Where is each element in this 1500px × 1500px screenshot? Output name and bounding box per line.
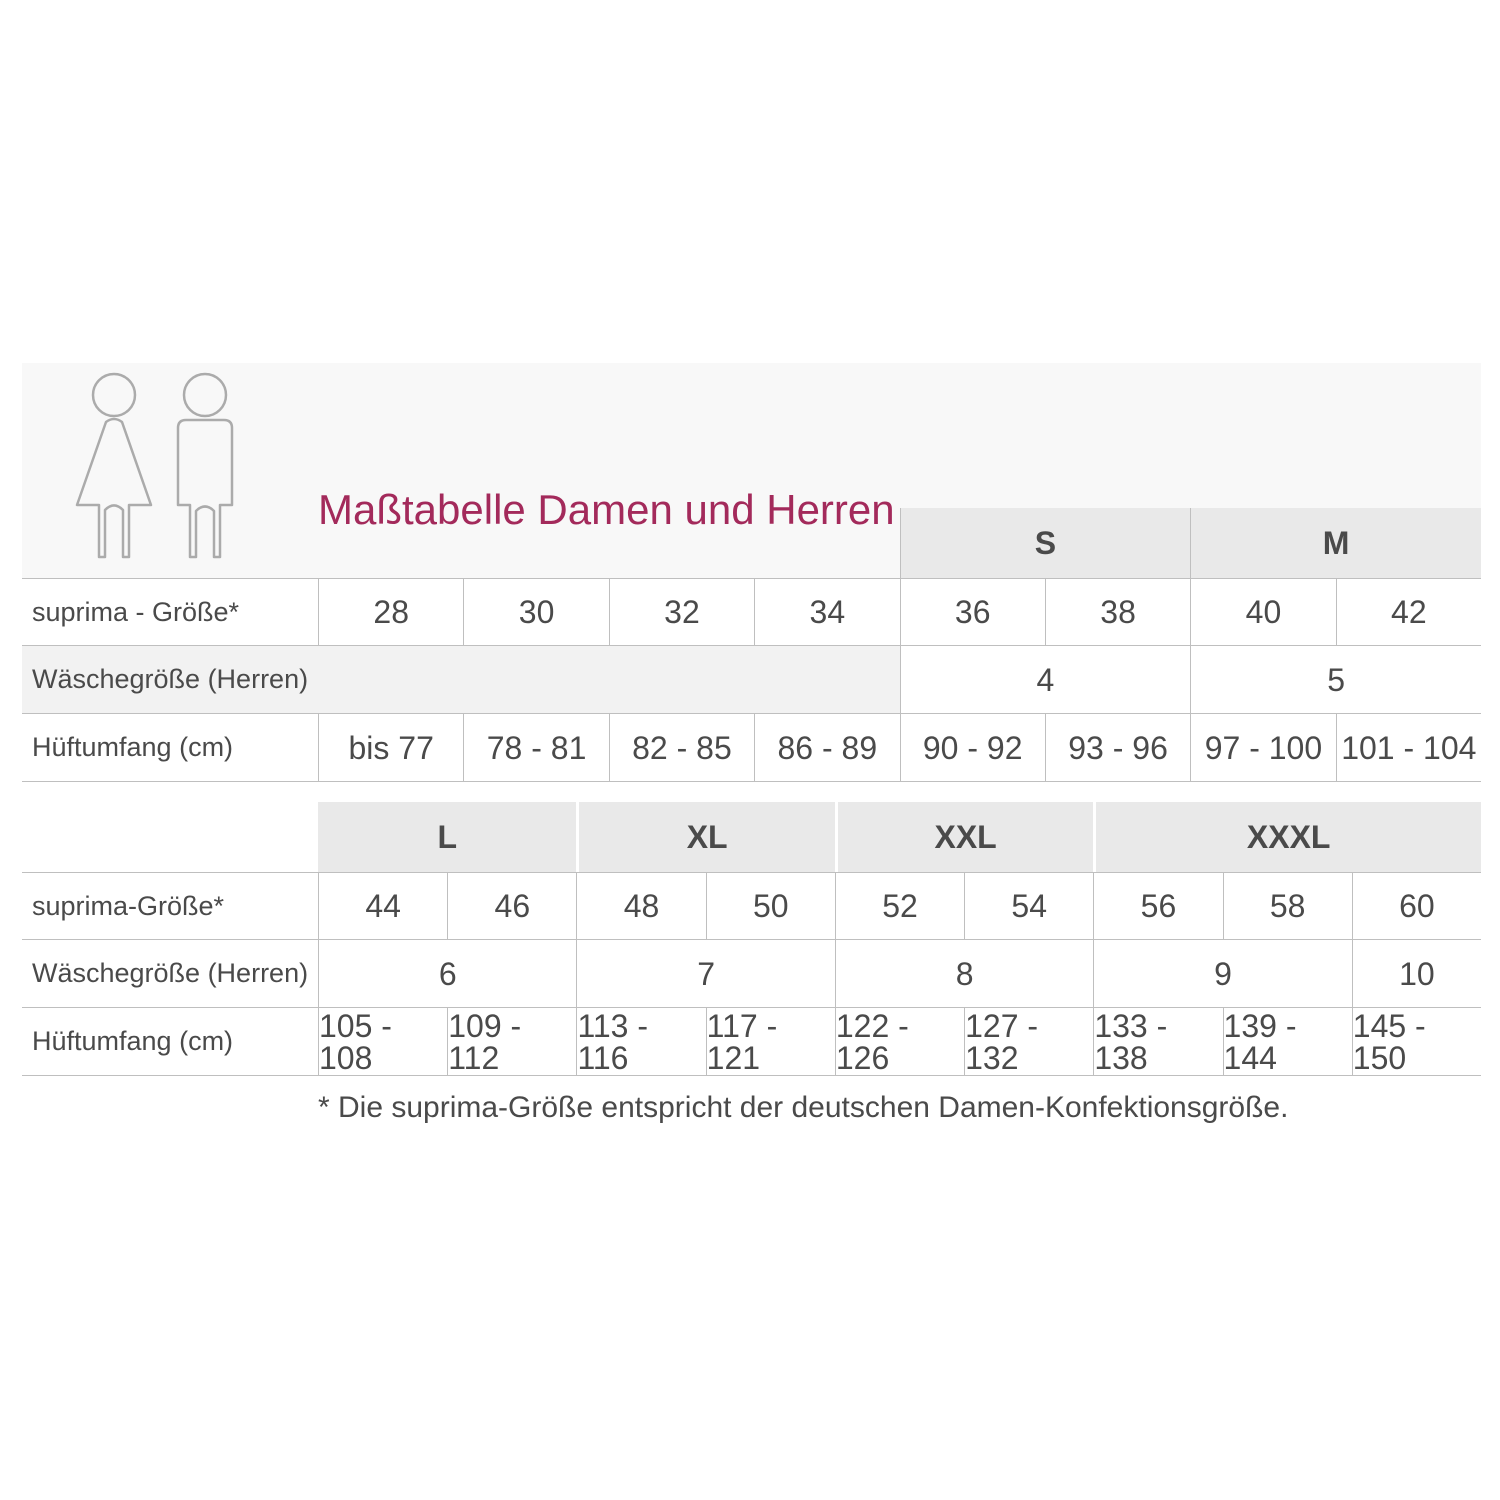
size-cell: 46 bbox=[447, 872, 576, 940]
size-cell: 44 bbox=[318, 872, 447, 940]
size-cell: 42 bbox=[1336, 578, 1481, 646]
size-group-header-m: M bbox=[1190, 508, 1481, 578]
size-group-header-xxl: XXL bbox=[835, 802, 1093, 872]
hueft-cell: 86 - 89 bbox=[754, 714, 899, 782]
hueft-cell: 133 - 138 bbox=[1093, 1008, 1222, 1076]
size-cell: 50 bbox=[706, 872, 835, 940]
page-title: Maßtabelle Damen und Herren bbox=[318, 486, 895, 533]
hueft-cell: 139 - 144 bbox=[1223, 1008, 1352, 1076]
size-cell: 58 bbox=[1223, 872, 1352, 940]
waesche-cell: 6 bbox=[318, 940, 576, 1008]
hueft-cell: 109 - 112 bbox=[447, 1008, 576, 1076]
table1-header-spacer bbox=[22, 508, 900, 578]
size-cell: 36 bbox=[900, 578, 1045, 646]
row-label-suprima: suprima - Größe* bbox=[22, 578, 318, 646]
size-cell: 52 bbox=[835, 872, 964, 940]
size-cell: 32 bbox=[609, 578, 754, 646]
row-label-hueftumfang: Hüftumfang (cm) bbox=[22, 714, 318, 782]
hueft-cell: 127 - 132 bbox=[964, 1008, 1093, 1076]
waesche-cell: 7 bbox=[576, 940, 834, 1008]
size-cell: 34 bbox=[754, 578, 899, 646]
hueft-cell: 117 - 121 bbox=[706, 1008, 835, 1076]
size-table-lower bbox=[22, 802, 1481, 1076]
size-table-upper bbox=[22, 508, 1481, 782]
hueft-cell: 97 - 100 bbox=[1190, 714, 1335, 782]
hueft-cell: 93 - 96 bbox=[1045, 714, 1190, 782]
hueft-cell: 101 - 104 bbox=[1336, 714, 1481, 782]
row-label-waeschegroesse: Wäschegröße (Herren) bbox=[22, 940, 318, 1008]
waesche-empty-cell bbox=[318, 646, 900, 714]
size-group-header-xxxl: XXXL bbox=[1093, 802, 1481, 872]
size-cell: 48 bbox=[576, 872, 705, 940]
size-cell: 30 bbox=[463, 578, 608, 646]
row-label-waeschegroesse: Wäschegröße (Herren) bbox=[22, 646, 318, 714]
size-cell: 54 bbox=[964, 872, 1093, 940]
hueft-cell: 122 - 126 bbox=[835, 1008, 964, 1076]
size-cell: 56 bbox=[1093, 872, 1222, 940]
hueft-cell: bis 77 bbox=[318, 714, 463, 782]
hueft-cell: 105 - 108 bbox=[318, 1008, 447, 1076]
size-group-header-xl: XL bbox=[576, 802, 834, 872]
hueft-cell: 78 - 81 bbox=[463, 714, 608, 782]
hueft-cell: 113 - 116 bbox=[576, 1008, 705, 1076]
size-group-header-l: L bbox=[318, 802, 576, 872]
size-cell: 28 bbox=[318, 578, 463, 646]
row-label-suprima: suprima-Größe* bbox=[22, 872, 318, 940]
size-cell: 38 bbox=[1045, 578, 1190, 646]
footnote: * Die suprima-Größe entspricht der deutschen Damen-Konfektionsgröße. bbox=[318, 1091, 1289, 1124]
hueft-cell: 90 - 92 bbox=[900, 714, 1045, 782]
hueft-cell: 82 - 85 bbox=[609, 714, 754, 782]
hueft-cell: 145 - 150 bbox=[1352, 1008, 1481, 1076]
waesche-cell: 10 bbox=[1352, 940, 1481, 1008]
waesche-cell: 8 bbox=[835, 940, 1093, 1008]
size-cell: 60 bbox=[1352, 872, 1481, 940]
size-cell: 40 bbox=[1190, 578, 1335, 646]
size-group-header-s: S bbox=[900, 508, 1191, 578]
waesche-cell: 9 bbox=[1093, 940, 1351, 1008]
waesche-cell: 4 bbox=[900, 646, 1191, 714]
row-label-hueftumfang: Hüftumfang (cm) bbox=[22, 1008, 318, 1076]
waesche-cell: 5 bbox=[1190, 646, 1481, 714]
table2-header-spacer bbox=[22, 802, 318, 872]
